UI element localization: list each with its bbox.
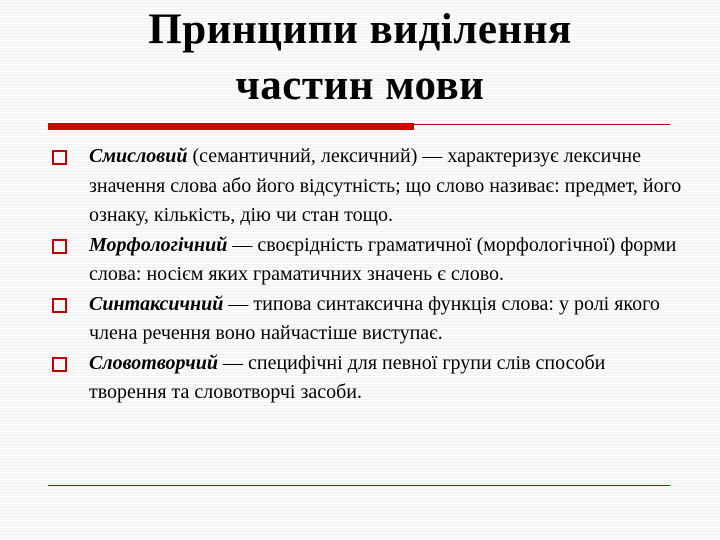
term-label: Словотворчий — [89, 351, 218, 374]
item-description: — своєрідність граматичної (морфологічної) форми слова: носієм яких граматичних значень є слово. — [89, 233, 677, 285]
square-bullet-icon — [52, 357, 67, 372]
term-label: Морфологічний — [89, 233, 228, 256]
title-divider-accent — [48, 123, 414, 130]
list-item-morphological — [52, 231, 682, 290]
square-bullet-icon — [52, 239, 67, 254]
slide-title-line-1: Принципи виділення — [148, 6, 572, 53]
list-item-semantic — [52, 142, 682, 231]
bottom-divider — [48, 485, 670, 486]
square-bullet-icon — [52, 150, 67, 165]
list-item-syntactic — [52, 290, 682, 349]
square-bullet-icon — [52, 298, 67, 313]
slide-title — [60, 2, 660, 114]
slide-title-line-2: частин мови — [235, 62, 485, 109]
list-item-word-formation — [52, 349, 682, 408]
item-description: — специфічні для певної групи слів способи творення та словотворчі засоби. — [89, 351, 606, 403]
term-label: Смисловий — [89, 145, 188, 167]
item-description: — типова синтаксична функція слова: у ролі якого члена речення воно найчастіше виступає. — [89, 292, 660, 344]
term-label: Синтаксичний — [89, 292, 224, 315]
item-description: (семантичний, лексичний) — характеризує лексичне значення слова або його відсутність; що слово називає: предмет, його ознаку, кількість, дію чи стан тощо. — [89, 145, 682, 226]
principles-list — [52, 142, 682, 408]
